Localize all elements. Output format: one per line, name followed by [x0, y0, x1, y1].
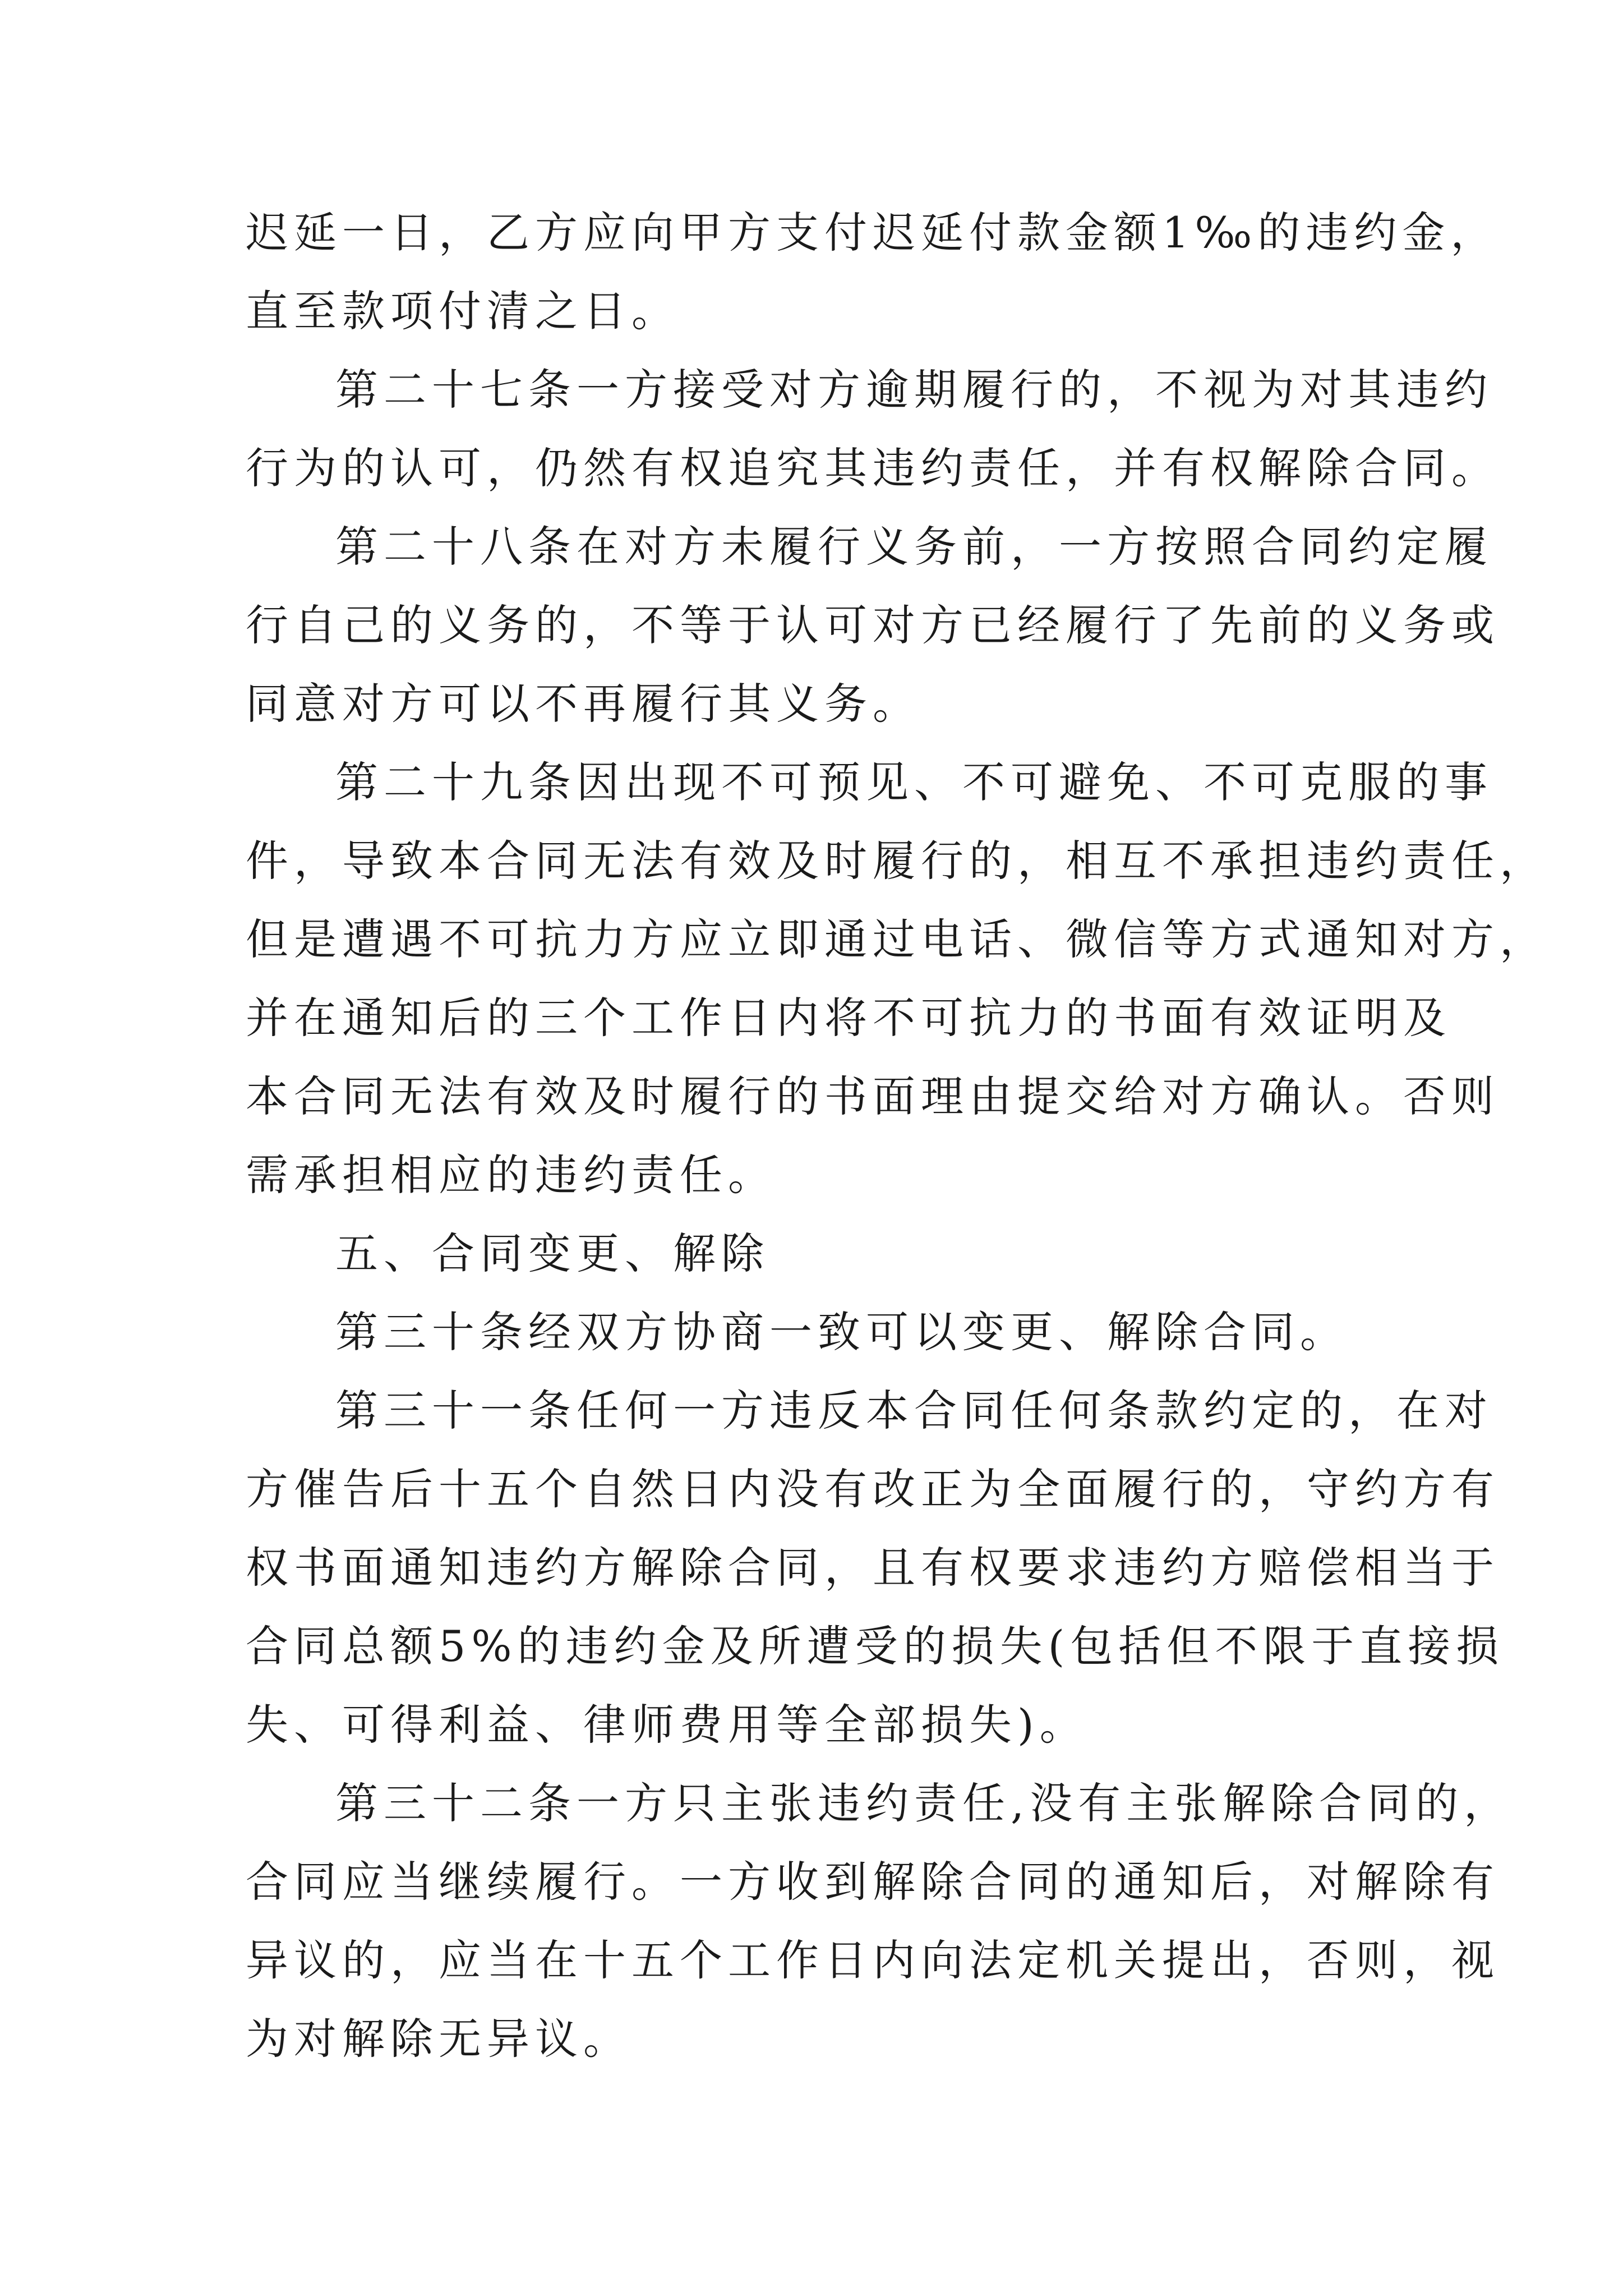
- text-line: 第三十一条任何一方违反本合同任何条款约定的，在对: [335, 1386, 1493, 1435]
- text-line: 第二十九条因出现不可预见、不可避免、不可克服的事: [335, 757, 1493, 807]
- text-line: 并在通知后的三个工作日内将不可抗力的书面有效证明及: [246, 993, 1451, 1043]
- text-line: 方催告后十五个自然日内没有改正为全面履行的，守约方有: [246, 1464, 1500, 1514]
- text-line: 第三十二条一方只主张违约责任,没有主张解除合同的，: [335, 1778, 1513, 1828]
- text-line: 同意对方可以不再履行其义务。: [246, 679, 921, 729]
- text-line: 第二十八条在对方未履行义务前，一方按照合同约定履: [335, 522, 1493, 572]
- text-line: 本合同无法有效及时履行的书面理由提交给对方确认。否则: [246, 1071, 1500, 1121]
- text-line: 合同总额5%的违约金及所遭受的损失(包括但不限于直接损: [246, 1621, 1505, 1671]
- text-line: 权书面通知违约方解除合同，且有权要求违约方赔偿相当于: [246, 1543, 1500, 1593]
- text-line: 直至款项付清之日。: [246, 286, 680, 336]
- text-line: 异议的，应当在十五个工作日内向法定机关提出，否则，视: [246, 1935, 1500, 1985]
- text-line: 行为的认可，仍然有权追究其违约责任，并有权解除合同。: [246, 443, 1500, 493]
- text-line: 第二十七条一方接受对方逾期履行的，不视为对其违约: [335, 365, 1493, 415]
- text-line: 失、可得利益、律师费用等全部损失)。: [246, 1700, 1088, 1750]
- text-line: 为对解除无异议。: [246, 2014, 631, 2064]
- text-line: 迟延一日，乙方应向甲方支付迟延付款金额1‰的违约金，: [246, 208, 1499, 257]
- text-line: 需承担相应的违约责任。: [246, 1150, 776, 1200]
- text-line: 件，导致本合同无法有效及时履行的，相互不承担违约责任，: [246, 836, 1548, 886]
- text-line: 行自己的义务的，不等于认可对方已经履行了先前的义务或: [246, 600, 1500, 650]
- text-line: 合同应当继续履行。一方收到解除合同的通知后，对解除有: [246, 1857, 1500, 1907]
- text-line: 但是遭遇不可抗力方应立即通过电话、微信等方式通知对方，: [246, 914, 1548, 964]
- text-line: 第三十条经双方协商一致可以变更、解除合同。: [335, 1307, 1348, 1357]
- section-heading: 五、合同变更、解除: [335, 1228, 769, 1278]
